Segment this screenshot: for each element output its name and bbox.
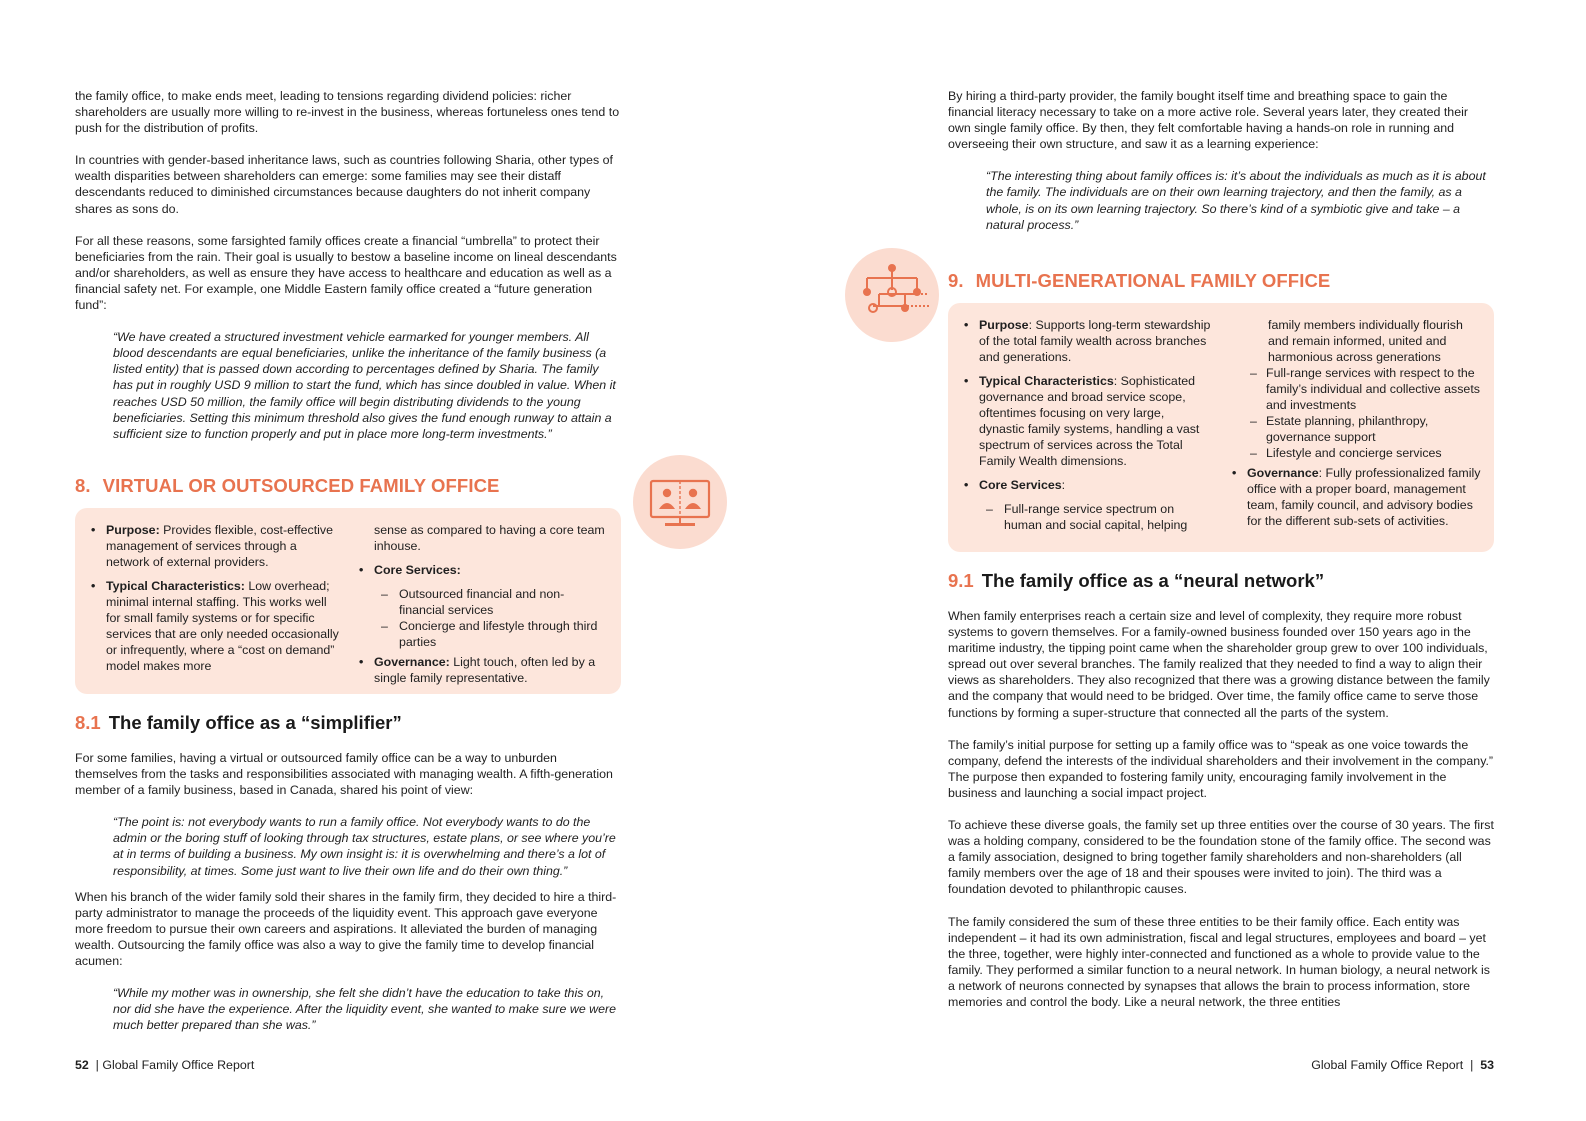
paragraph: The family considered the sum of these three entities to be their family office. Each entity was independent – it had its own administration, fiscal and legal structures, employees and board – yet the three, together, were highly inter-connected and functioned as a whole to provide value to the family. They performed a similar function to a neural network. In human biology, a neural network is a network of neurons connected by synapses that allows the brain to process information, store memories and control the body. Like a neural network, the three entities — [948, 914, 1491, 1009]
core-service: – Outsourced financial and non-financial services — [377, 586, 607, 618]
family-tree-icon — [845, 248, 939, 342]
gov-label: Governance: — [374, 655, 450, 669]
section-8-icon-circle — [633, 455, 727, 549]
left-body-column — [75, 750, 620, 1049]
right-intro-column — [948, 88, 1494, 249]
info-box-col-1 — [89, 522, 339, 682]
gov-label: Governance — [1247, 466, 1319, 480]
video-conference-icon — [633, 455, 727, 549]
footer-title: Global Family Office Report — [1311, 1058, 1464, 1072]
purpose-label: Purpose: — [106, 523, 160, 537]
quote-block: “The interesting thing about family offices is: it’s about the individuals as much as it is about the family. The individuals are on their own learning trajectory, and then the family, as a whole, is on its own learning trajectory. So there’s kind of a symbiotic give and take – a natural process.” — [986, 169, 1486, 232]
core-service: – Estate planning, philanthropy, governance support — [1246, 413, 1482, 445]
paragraph: For some families, having a virtual or outsourced family office can be a way to unburden themselves from the tasks and responsibilities associated with managing wealth. A fifth-generation member of a family business, based in Canada, shared his point of view: — [75, 751, 613, 798]
core-service-cont: family members individually flourish and remain informed, united and harmonious across generations — [1268, 318, 1463, 364]
paragraph: The family’s initial purpose for setting up a family office was to “speak as one voice towards the company, defend the interests of the individual shareholders and their involvement in the company.” The purpose then expanded to fostering family unity, encouraging family involvement in the business and launching a social impact project. — [948, 737, 1494, 800]
typical-text-cont: sense as compared to having a core team inhouse. — [374, 523, 605, 553]
core-label: Core Services — [979, 478, 1062, 492]
core-label: Core Services: — [374, 563, 461, 577]
section-number: 8. — [75, 475, 91, 496]
quote-block: “The point is: not everybody wants to run a family office. Not everybody wants to do the admin or the boring stuff of looking through tax structures, estate plans, or see where you’re at in terms of building a business. My own insight is: it is overwhelming and there’s a lot of responsibility, at times. Some just want to live their own life and do their own thing.” — [113, 815, 616, 878]
core-service: – Concierge and lifestyle through third parties — [377, 618, 607, 650]
section-9-info-box — [948, 303, 1494, 552]
subsection-number: 9.1 — [948, 570, 974, 591]
section-8-heading — [75, 475, 499, 497]
subsection-8-1-heading — [75, 712, 402, 734]
info-box-col-1 — [962, 317, 1212, 533]
core-service: – Lifestyle and concierge services — [1246, 445, 1482, 461]
footer-separator: | — [1470, 1058, 1474, 1072]
left-intro-column — [75, 88, 620, 458]
page-number: 52 — [75, 1058, 89, 1072]
core-service: – Full-range service spectrum on human and social capital, helping — [982, 501, 1212, 533]
subsection-9-1-heading — [948, 570, 1324, 592]
page-number: 53 — [1480, 1058, 1494, 1072]
info-box-col-2 — [1230, 317, 1482, 537]
subsection-title: The family office as a “neural network” — [981, 570, 1325, 591]
right-page — [793, 0, 1586, 1121]
paragraph: When his branch of the wider family sold their shares in the family firm, they decided to hire a third-party administrator to manage the proceeds of the liquidity event. This approach gave everyone more freedom to pursue their own careers and aspirations. It alleviated the burden of managing wealth. Outsourcing the family office was also a way to give the family time to develop financial acumen: — [75, 889, 617, 969]
governance-item — [1230, 465, 1482, 529]
paragraph: To achieve these diverse goals, the family set up three entities over the course of 30 years. The first was a holding company, considered to be the foundation stone of the family office. The second was a family association, designed to bring together family shareholders and non-shareholders (all family members over the age of 18 and their spouses were invited to join). The third was a foundation devoted to philanthropic causes. — [948, 818, 1494, 897]
subsection-number: 8.1 — [75, 712, 101, 733]
typical-label: Typical Characteristics: — [106, 579, 245, 593]
left-footer: 52 | Global Family Office Report — [75, 1058, 255, 1072]
quote-block: “While my mother was in ownership, she felt she didn’t have the education to take this on, nor did she have the experience. After the liquidity event, she wanted to make sure we were much better prepared than she was.” — [113, 986, 617, 1033]
section-9-heading — [948, 270, 1330, 292]
info-box-col-2 — [357, 522, 607, 694]
paragraph: In countries with gender-based inheritance laws, such as countries following Sharia, other types of wealth disparities between shareholders can emerge: some families may see their distaff descendants reduced to diminished circumstances because daughters do not inherit company shares as sons do. — [75, 153, 613, 216]
typical-text: : Sophisticated governance and broad service scope, oftentimes focusing on very large, dynastic family systems, handling a vast spectrum of services across the Total Family Wealth dimensions. — [979, 374, 1200, 468]
paragraph: the family office, to make ends meet, leading to tensions regarding dividend policies: richer shareholders are usually more willing to re-invest in the business, whereas fortuneless ones tend to push for the distribution of profits. — [75, 89, 620, 136]
right-body-column — [948, 608, 1496, 1026]
purpose-text: : Supports long-term stewardship of the total family wealth across branches and generations. — [979, 318, 1211, 364]
footer-title: Global Family Office Report — [102, 1058, 255, 1072]
quote-block: “We have created a structured investment vehicle earmarked for younger members. All blood descendants are equal beneficiaries, unlike the inheritance of the family business (a listed entity) that is passed down according to percentages defined by Sharia. The family has put in roughly USD 9 million to start the fund, which has since doubled in value. When it reaches USD 50 million, the family office will begin distributing dividends to the young beneficiaries. Setting this minimum threshold also gives the fund enough runway to attain a sufficient size to function properly and put in place more long-term investments.” — [113, 330, 616, 441]
section-9-icon-circle — [845, 248, 939, 342]
section-title: MULTI-GENERATIONAL FAMILY OFFICE — [975, 270, 1331, 291]
typical-characteristics-item — [89, 578, 339, 674]
governance-item — [357, 654, 607, 686]
paragraph: By hiring a third-party provider, the family bought itself time and breathing space to gain the financial literacy necessary to take on a more active role. Several years later, they created their own single family office. By then, they felt comfortable having a hands-on role in running and overseeing their own structure, and saw it as a learning experience: — [948, 89, 1468, 152]
core-services-item — [962, 477, 1212, 493]
section-8-info-box — [75, 508, 621, 694]
typical-characteristics-item — [962, 373, 1212, 469]
typical-text: Low overhead; minimal internal staffing. This works well for small family systems or for specific services that are only needed occasionally or infrequently, where a “cost on demand” model makes more — [106, 579, 339, 673]
section-title: VIRTUAL OR OUTSOURCED FAMILY OFFICE — [102, 475, 500, 496]
core-services-item — [357, 562, 607, 578]
typical-label: Typical Characteristics — [979, 374, 1114, 388]
purpose-item — [962, 317, 1212, 365]
core-colon: : — [1061, 478, 1066, 492]
right-footer — [1311, 1058, 1494, 1072]
subsection-title: The family office as a “simplifier” — [108, 712, 402, 733]
paragraph: For all these reasons, some farsighted family offices create a financial “umbrella” to protect their beneficiaries from the rain. Their goal is usually to bestow a baseline income on lineal descendants and/or shareholders, as well as ensure they have access to healthcare and education as well as a financial safety net. For example, one Middle Eastern family office created a “future generation fund”: — [75, 233, 617, 313]
purpose-item — [89, 522, 339, 570]
paragraph: When family enterprises reach a certain size and level of complexity, they require more robust systems to govern themselves. For a family-owned business founded over 150 years ago in the maritime industry, the tipping point came when the shareholder group grew to over 100 individuals, spread out over several branches. The family realized that they needed to find a way to align their views as shareholders. They also recognized that there was a growing distance between the family and the company that would need to be bridged. Over time, the family office came to serve those functions by forming a super-structure that connected all the parts of the system. — [948, 609, 1490, 720]
core-service: – Full-range services with respect to the family’s individual and collective assets and investments — [1246, 365, 1482, 413]
purpose-label: Purpose — [979, 318, 1029, 332]
gov-text: : Fully professionalized family office with a proper board, management team, family council, and advisory bodies for the different sub-sets of activities. — [1247, 466, 1481, 528]
gov-text: Light touch, often led by a single family representative. — [374, 655, 596, 685]
section-number: 9. — [948, 270, 964, 291]
purpose-text: Provides flexible, cost-effective management of services through a network of external providers. — [106, 523, 334, 569]
